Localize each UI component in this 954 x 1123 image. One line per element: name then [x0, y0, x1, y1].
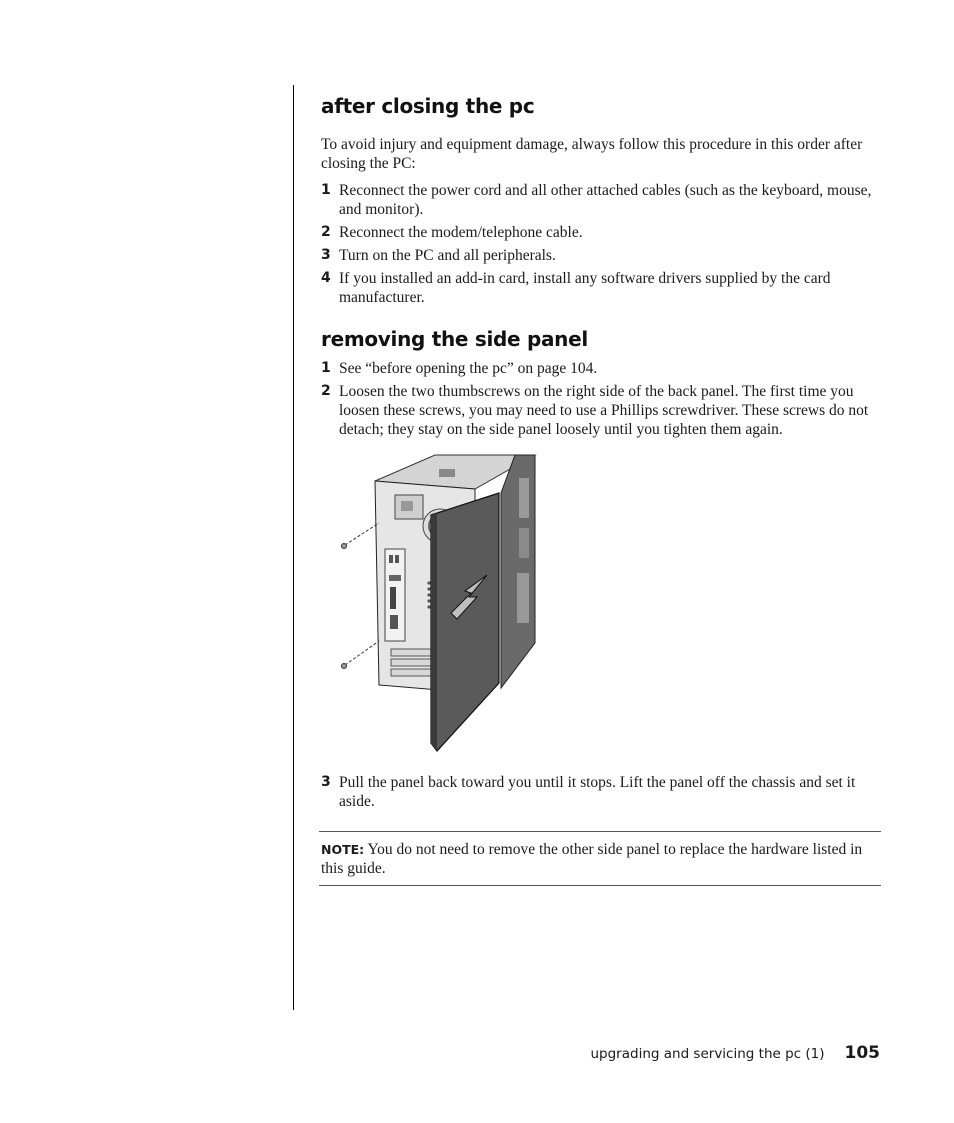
list-item: [321, 773, 881, 811]
step-number: 2: [321, 383, 331, 399]
step-text: See “before opening the pc” on page 104.: [339, 360, 598, 377]
left-margin-rule: [293, 85, 294, 1010]
pc-tower-illustration: [339, 453, 559, 753]
list-item: [321, 382, 881, 439]
step-number: 1: [321, 182, 331, 198]
note-text: You do not need to remove the other side panel to replace the hardware listed in this guide.: [321, 841, 863, 877]
step-number: 1: [321, 360, 331, 376]
step-number: 3: [321, 774, 331, 790]
list-item: [321, 223, 881, 242]
step-number: 3: [321, 247, 331, 263]
after-closing-steps: [321, 181, 881, 307]
removing-panel-steps-continued: [321, 773, 881, 811]
removing-panel-steps: [321, 359, 881, 439]
section-title-after-closing: after closing the pc: [321, 94, 535, 118]
section-intro: To avoid injury and equipment damage, always follow this procedure in this order after closing the PC:: [321, 136, 863, 172]
step-number: 2: [321, 224, 331, 240]
note-box: [319, 831, 881, 886]
list-item: [321, 269, 881, 307]
page-footer: [560, 1043, 880, 1063]
list-item: [321, 246, 881, 265]
step-text: If you installed an add-in card, install any software drivers supplied by the card manufacturer.: [339, 270, 831, 306]
step-text: Pull the panel back toward you until it stops. Lift the panel off the chassis and set it aside.: [339, 774, 856, 810]
step-text: Turn on the PC and all peripherals.: [339, 247, 556, 264]
step-text: Reconnect the power cord and all other attached cables (such as the keyboard, mouse, and monitor).: [339, 182, 872, 218]
step-text: Reconnect the modem/telephone cable.: [339, 224, 583, 241]
step-number: 4: [321, 270, 331, 286]
section-title-removing-side-panel: removing the side panel: [321, 327, 588, 351]
page-number: 105: [844, 1043, 880, 1063]
list-item: [321, 181, 881, 219]
list-item: [321, 359, 881, 378]
pc-side-panel-illustration: [339, 453, 559, 753]
note-label: NOTE:: [321, 842, 365, 857]
note-paragraph: [319, 840, 881, 878]
step-text: Loosen the two thumbscrews on the right side of the back panel. The first time you loosen these screws, you may need to use a Phillips screwdriver. These screws do not detach; they stay on the side panel loosely until you tighten them again.: [339, 383, 869, 438]
page-content: [321, 88, 881, 886]
footer-chapter-title: upgrading and servicing the pc (1): [590, 1046, 825, 1062]
